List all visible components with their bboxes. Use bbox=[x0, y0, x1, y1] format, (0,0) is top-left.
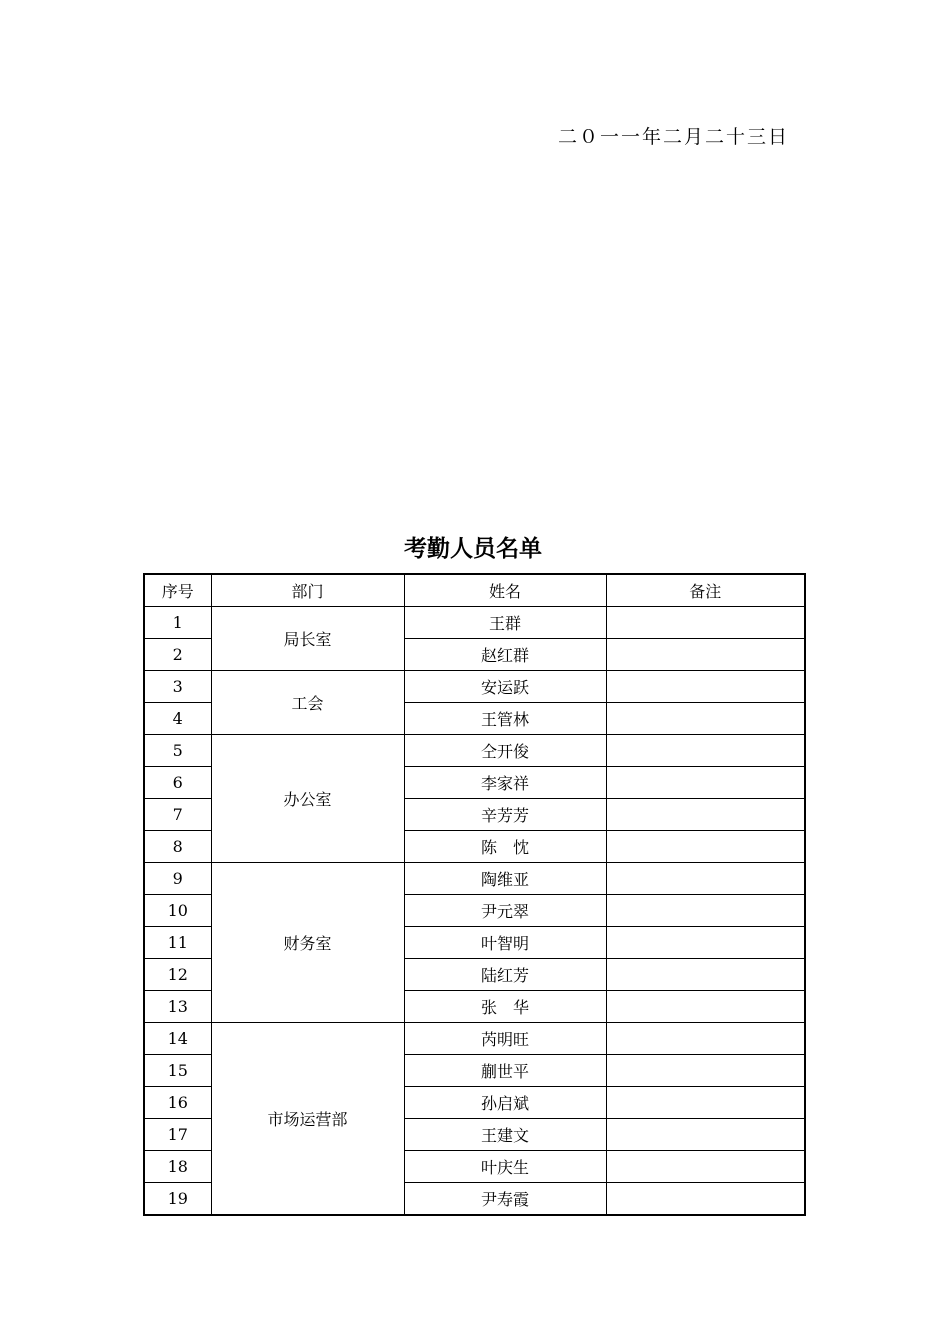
name-cell: 赵红群 bbox=[404, 639, 606, 671]
seq-cell: 4 bbox=[144, 703, 211, 735]
name-cell: 安运跃 bbox=[404, 671, 606, 703]
name-cell: 芮明旺 bbox=[404, 1023, 606, 1055]
name-cell: 陈 忱 bbox=[404, 831, 606, 863]
note-cell bbox=[606, 1023, 805, 1055]
note-cell bbox=[606, 1183, 805, 1216]
name-cell: 叶智明 bbox=[404, 927, 606, 959]
name-cell: 尹寿霞 bbox=[404, 1183, 606, 1216]
name-cell: 尹元翠 bbox=[404, 895, 606, 927]
name-cell: 蒯世平 bbox=[404, 1055, 606, 1087]
seq-cell: 1 bbox=[144, 607, 211, 639]
name-cell: 陶维亚 bbox=[404, 863, 606, 895]
dept-cell: 工会 bbox=[211, 671, 404, 735]
dept-cell: 市场运营部 bbox=[211, 1023, 404, 1216]
table-row bbox=[144, 1023, 805, 1055]
seq-cell: 19 bbox=[144, 1183, 211, 1216]
seq-cell: 7 bbox=[144, 799, 211, 831]
header-seq: 序号 bbox=[144, 574, 211, 607]
table-row bbox=[144, 671, 805, 703]
name-cell: 陆红芳 bbox=[404, 959, 606, 991]
note-cell bbox=[606, 895, 805, 927]
note-cell bbox=[606, 1119, 805, 1151]
seq-cell: 15 bbox=[144, 1055, 211, 1087]
note-cell bbox=[606, 991, 805, 1023]
note-cell bbox=[606, 607, 805, 639]
seq-cell: 11 bbox=[144, 927, 211, 959]
dept-cell: 财务室 bbox=[211, 863, 404, 1023]
table-body bbox=[144, 607, 805, 1216]
name-cell: 李家祥 bbox=[404, 767, 606, 799]
note-cell bbox=[606, 863, 805, 895]
document-date: 二０一一年二月二十三日 bbox=[558, 126, 790, 148]
table-row bbox=[144, 735, 805, 767]
seq-cell: 9 bbox=[144, 863, 211, 895]
table-header-row bbox=[144, 574, 805, 607]
seq-cell: 13 bbox=[144, 991, 211, 1023]
note-cell bbox=[606, 1055, 805, 1087]
seq-cell: 14 bbox=[144, 1023, 211, 1055]
document-title: 考勤人员名单 bbox=[404, 536, 542, 562]
name-cell: 王管林 bbox=[404, 703, 606, 735]
dept-cell: 局长室 bbox=[211, 607, 404, 671]
note-cell bbox=[606, 1151, 805, 1183]
name-cell: 辛芳芳 bbox=[404, 799, 606, 831]
note-cell bbox=[606, 639, 805, 671]
seq-cell: 18 bbox=[144, 1151, 211, 1183]
table-row bbox=[144, 607, 805, 639]
name-cell: 王群 bbox=[404, 607, 606, 639]
dept-cell: 办公室 bbox=[211, 735, 404, 863]
note-cell bbox=[606, 767, 805, 799]
name-cell: 王建文 bbox=[404, 1119, 606, 1151]
note-cell bbox=[606, 735, 805, 767]
seq-cell: 5 bbox=[144, 735, 211, 767]
name-cell: 仝开俊 bbox=[404, 735, 606, 767]
seq-cell: 2 bbox=[144, 639, 211, 671]
seq-cell: 3 bbox=[144, 671, 211, 703]
seq-cell: 16 bbox=[144, 1087, 211, 1119]
attendance-roster-table bbox=[143, 573, 806, 1216]
note-cell bbox=[606, 799, 805, 831]
seq-cell: 17 bbox=[144, 1119, 211, 1151]
seq-cell: 10 bbox=[144, 895, 211, 927]
note-cell bbox=[606, 703, 805, 735]
table-row bbox=[144, 863, 805, 895]
seq-cell: 6 bbox=[144, 767, 211, 799]
name-cell: 张 华 bbox=[404, 991, 606, 1023]
header-dept: 部门 bbox=[211, 574, 404, 607]
name-cell: 叶庆生 bbox=[404, 1151, 606, 1183]
note-cell bbox=[606, 671, 805, 703]
seq-cell: 12 bbox=[144, 959, 211, 991]
note-cell bbox=[606, 959, 805, 991]
header-name: 姓名 bbox=[404, 574, 606, 607]
name-cell: 孙启斌 bbox=[404, 1087, 606, 1119]
seq-cell: 8 bbox=[144, 831, 211, 863]
note-cell bbox=[606, 927, 805, 959]
note-cell bbox=[606, 831, 805, 863]
header-note: 备注 bbox=[606, 574, 805, 607]
note-cell bbox=[606, 1087, 805, 1119]
